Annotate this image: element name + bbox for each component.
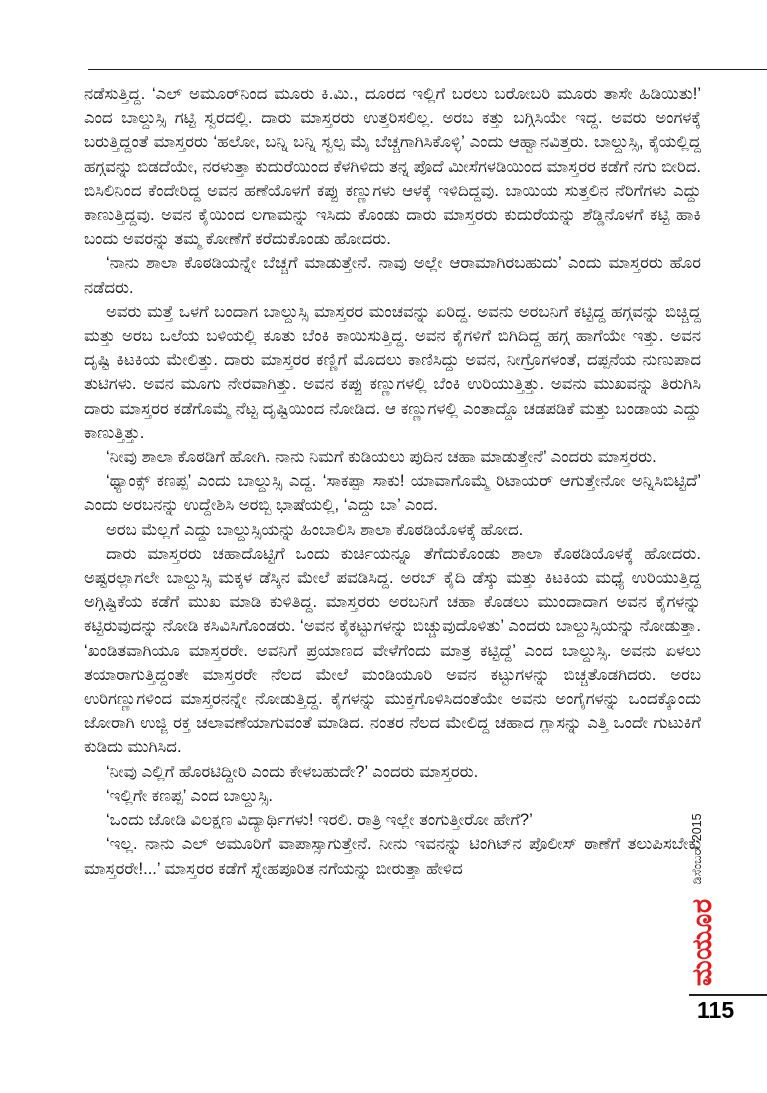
body-paragraph: ಅವರು ಮತ್ತೆ ಒಳಗೆ ಬಂದಾಗ ಬಾಲ್ದುಸ್ಸಿ ಮಾಸ್ತರರ ಮಂಚವನ್ನು ಏರಿದ್ದ. ಅವನು ಅರಬನಿಗೆ ಕಟ್ಟಿದ್ದ ಹಗ್ಗವನ್ನು ಬಿಚ್ಚಿದ್ದ ಮತ್ತು ಅರಬ ಒಲೆಯ ಬಳಿಯಲ್ಲಿ ಕೂತು ಬೆಂಕಿ ಕಾಯಿಸುತ್ತಿದ್ದ. ಅವನ ಕೈಗಳಿಗೆ ಬಿಗಿದಿದ್ದ ಹಗ್ಗ ಹಾಗೆಯೇ ಇತ್ತು. ಅವನ ದೃಷ್ಟಿ ಕಿಟಕಿಯ ಮೇಲಿತ್ತು. ದಾರು ಮಾಸ್ತರರ ಕಣ್ಣಿಗೆ ಮೊದಲು ಕಾಣಿಸಿದ್ದು ಅವನ, ನೀಗ್ರೊಗಳಂತೆ, ದಪ್ಪನೆಯ ನುಣುಪಾದ ತುಟಿಗಳು. ಅವನ ಮೂಗು ನೇರವಾಗಿತ್ತು. ಅವನ ಕಪ್ಪು ಕಣ್ಣುಗಳಲ್ಲಿ ಬೆಂಕಿ ಉರಿಯುತ್ತಿತ್ತು. ಅವನು ಮುಖವನ್ನು ತಿರುಗಿಸಿ ದಾರು ಮಾಸ್ತರರ ಕಡೆಗೊಮ್ಮೆ ನೆಟ್ಟ ದೃಷ್ಟಿಯಿಂದ ನೋಡಿದ. ಆ ಕಣ್ಣುಗಳಲ್ಲಿ ಎಂತಾದ್ದೊ ಚಡಪಡಿಕೆ ಮತ್ತು ಬಂಡಾಯ ಎದ್ದು ಕಾಣುತ್ತಿತ್ತು.: [84, 302, 701, 442]
body-paragraph: ‘ನೀವು ಶಾಲಾ ಕೊಠಡಿಗೆ ಹೋಗಿ. ನಾನು ನಿಮಗೆ ಕುಡಿಯಲು ಪುದಿನ ಚಹಾ ಮಾಡುತ್ತೇನೆ’ ಎಂದರು ಮಾಸ್ತರರು.: [106, 448, 657, 467]
body-paragraph: ದಾರು ಮಾಸ್ತರರು ಚಹಾದೊಟ್ಟಿಗೆ ಒಂದು ಕುರ್ಚಿಯನ್ನೂ ತೆಗೆದುಕೊಂಡು ಶಾಲಾ ಕೊಠಡಿಯೊಳಕ್ಕೆ ಹೋದರು. ಅಷ್ಟರಲ್ಲಾಗಲೇ ಬಾಲ್ದುಸ್ಸಿ ಮಕ್ಕಳ ಡೆಸ್ಕಿನ ಮೇಲೆ ಪವಡಿಸಿದ್ದ. ಅರಬ್ ಕೈದಿ ಡೆಸ್ಕು ಮತ್ತು ಕಿಟಕಿಯ ಮಧ್ಯೆ ಉರಿಯುತ್ತಿದ್ದ ಅಗ್ಗಿಷ್ಟಿಕೆಯ ಕಡೆಗೆ ಮುಖ ಮಾಡಿ ಕುಳಿತಿದ್ದ. ಮಾಸ್ತರರು ಅರಬನಿಗೆ ಚಹಾ ಕೊಡಲು ಮುಂದಾದಾಗ ಅವನ ಕೈಗಳನ್ನು ಕಟ್ಟಿರುವುದನ್ನು ನೋಡಿ ಕಸಿವಿಸಿಗೊಂಡರು. ‘ಅವನ ಕೈಕಟ್ಟುಗಳನ್ನು ಬಿಚ್ಚುವುದೊಳಿತು’ ಎಂದರು ಬಾಲ್ದುಸ್ಸಿಯನ್ನು ನೋಡುತ್ತಾ. ‘ಖಂಡಿತವಾಗಿಯೂ ಮಾಸ್ತರರೇ. ಅವನಿಗೆ ಪ್ರಯಾಣದ ವೇಳೆಗೆಂದು ಮಾತ್ರ ಕಟ್ಟಿದ್ದೆ’ ಎಂದ ಬಾಲ್ದುಸ್ಸಿ. ಅವನು ಏಳಲು ತಯಾರಾಗುತ್ತಿದ್ದಂತೇ ಮಾಸ್ತರರೇ ನೆಲದ ಮೇಲೆ ಮಂಡಿಯೂರಿ ಅವನ ಕಟ್ಟುಗಳನ್ನು ಬಿಚ್ಚತೊಡಗಿದರು. ಅರಬ ಉರಿಗಣ್ಣುಗಳಿಂದ ಮಾಸ್ತರನನ್ನೇ ನೋಡುತ್ತಿದ್ದ. ಕೈಗಳನ್ನು ಮುಕ್ತಗೊಳಿಸಿದಂತೆಯೇ ಅವನು ಅಂಗೈಗಳನ್ನು ಒಂದಕ್ಕೊಂದು ಜೋರಾಗಿ ಉಜ್ಜಿ ರಕ್ತ ಚಲಾವಣೆಯಾಗುವಂತೆ ಮಾಡಿದ. ನಂತರ ನೆಲದ ಮೇಲಿದ್ದ ಚಹಾದ ಗ್ಲಾಸನ್ನು ಎತ್ತಿ ಒಂದೇ ಗುಟುಕಿಗೆ ಕುಡಿದು ಮುಗಿಸಿದ.: [84, 544, 701, 757]
page-number: 115: [697, 997, 735, 1023]
body-paragraph: ‘ಇಲ್ಲ. ನಾನು ಎಲ್ ಅಮೂರಿಗೆ ವಾಪಾಸ್ಸಾಗುತ್ತೇನೆ. ನೀನು ಇವನನ್ನು ಟಿಂಗಿಟ್‌ನ ಪೊಲೀಸ್ ಠಾಣೆಗೆ ತಲುಪಿಸಬೇಕು ಮಾಸ್ತರರೇ!...’ ಮಾಸ್ತರರ ಕಡೆಗೆ ಸ್ನೇಹಪೂರಿತ ನಗೆಯನ್ನು ಬೀರುತ್ತಾ ಹೇಳಿದ: [84, 835, 701, 878]
body-paragraph: ‘ಒಂದು ಜೋಡಿ ವಿಲಕ್ಷಣ ವಿದ್ಯಾರ್ಥಿಗಳು! ಇರಲಿ. ರಾತ್ರಿ ಇಲ್ಲೇ ತಂಗುತ್ತೀರೋ ಹೇಗೆ?’: [106, 811, 533, 830]
body-paragraph: ‘ಇಲ್ಲಿಗೇ ಕಣಪ್ಪ’ ಎಂದ ಬಾಲ್ದುಸ್ಸಿ.: [106, 786, 274, 805]
magazine-masthead: ಮಯೂರ: [687, 898, 717, 986]
body-paragraph: ‘ನೀವು ಎಲ್ಲಿಗೆ ಹೊರಟಿದ್ದೀರಿ ಎಂದು ಕೇಳಬಹುದೇ?’ ಎಂದರು ಮಾಸ್ತರರು.: [106, 762, 479, 781]
top-rule-divider: [88, 69, 767, 70]
body-paragraph: ‘ನಾನು ಶಾಲಾ ಕೊಠಡಿಯನ್ನೇ ಬೆಚ್ಚಗೆ ಮಾಡುತ್ತೇನೆ. ನಾವು ಅಲ್ಲೇ ಆರಾಮಾಗಿರಬಹುದು’ ಎಂದು ಮಾಸ್ತರರು ಹೊರ ನಡೆದರು.: [84, 254, 701, 297]
body-paragraph: ಅರಬ ಮೆಲ್ಲಗೆ ಎದ್ದು ಬಾಲ್ದುಸ್ಸಿಯನ್ನು ಹಿಂಬಾಲಿಸಿ ಶಾಲಾ ಕೊಠಡಿಯೊಳಕ್ಕೆ ಹೋದ.: [106, 520, 524, 539]
body-paragraph: ‘ಥ್ಯಾಂಕ್ಸ್ ಕಣಪ್ಪ’ ಎಂದು ಬಾಲ್ದುಸ್ಸಿ ಎದ್ದ. ‘ಸಾಕಪ್ಪಾ ಸಾಕು! ಯಾವಾಗೊಮ್ಮೆ ರಿಟಾಯರ್ ಆಗುತ್ತೇನೋ ಅನ್ನಿಸಿಬಿಟ್ಟಿದೆ’ ಎಂದು ಅರಬನನ್ನು ಉದ್ದೇಶಿಸಿ ಅರಬ್ಬಿ ಭಾಷೆಯಲ್ಲಿ, ‘ಎದ್ದು ಬಾ’ ಎಂದ.: [84, 472, 701, 515]
spine-vertical-text: [689, 813, 716, 986]
page-number-rule: [689, 994, 767, 996]
story-body-text: [84, 82, 701, 881]
body-paragraph: ನಡೆಸುತ್ತಿದ್ದ. ‘ಎಲ್ ಅಮೂರ್‌ನಿಂದ ಮೂರು ಕಿ.ಮಿ., ದೂರದ ಇಲ್ಲಿಗೆ ಬರಲು ಬರೋಬರಿ ಮೂರು ತಾಸೇ ಹಿಡಿಯಿತು!’ ಎಂದ ಬಾಲ್ದುಸ್ಸಿ ಗಟ್ಟಿ ಸ್ವರದಲ್ಲಿ. ದಾರು ಮಾಸ್ತರರು ಉತ್ತರಿಸಲಿಲ್ಲ. ಅರಬ ಕತ್ತು ಬಗ್ಗಿಸಿಯೇ ಇದ್ದ. ಅವರು ಅಂಗಳಕ್ಕೆ ಬರುತ್ತಿದ್ದಂತೆ ಮಾಸ್ತರರು ‘ಹಲೋ, ಬನ್ನಿ ಬನ್ನಿ ಸ್ವಲ್ಪ ಮೈ ಬೆಚ್ಚಗಾಗಿಸಿಕೊಳ್ಳಿ’ ಎಂದು ಆಹ್ವಾನವಿತ್ತರು. ಬಾಲ್ದುಸ್ಸಿ, ಕೈಯಲ್ಲಿದ್ದ ಹಗ್ಗವನ್ನು ಬಿಡದೆಯೇ, ನರಳುತ್ತಾ ಕುದುರೆಯಿಂದ ಕೆಳಗಿಳಿದು ತನ್ನ ಪೊದೆ ಮೀಸೆಗಳಡಿಯಿಂದ ಮಾಸ್ತರರ ಕಡೆಗೆ ನಗು ಬೀರಿದ. ಬಿಸಿಲಿನಿಂದ ಕೆಂದೇರಿದ್ದ ಅವನ ಹಣೆಯೊಳಗೆ ಕಪ್ಪು ಕಣ್ಣುಗಳು ಆಳಕ್ಕೆ ಇಳಿದಿದ್ದವು. ಬಾಯಿಯ ಸುತ್ತಲಿನ ನೆರಿಗೆಗಳು ಎದ್ದು ಕಾಣುತ್ತಿದ್ದವು. ಅವನ ಕೈಯಿಂದ ಲಗಾಮನ್ನು ಇಸಿದು ಕೊಂಡು ದಾರು ಮಾಸ್ತರರು ಕುದುರೆಯನ್ನು ಶೆಡ್ಡಿನೊಳಗೆ ಕಟ್ಟಿ ಹಾಕಿ ಬಂದು ಅವರನ್ನು ತಮ್ಮ ಕೋಣೆಗೆ ಕರೆದುಕೊಂಡು ಹೋದರು.: [84, 85, 701, 249]
issue-date-label: ಡಿಸೆಂಬರ್ 2015: [690, 813, 704, 885]
